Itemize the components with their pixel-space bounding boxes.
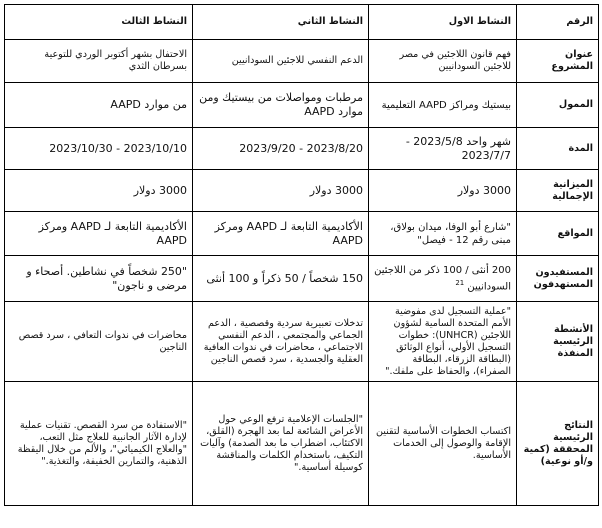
cell-activity-1: 3000 دولار: [369, 170, 517, 212]
cell-activity-2: الأكاديمية التابعة لـ AAPD ومركز AAPD: [193, 212, 369, 256]
activities-table: [4, 4, 599, 506]
row-label: المستفيدون المستهدفون: [517, 256, 599, 302]
document-page: [4, 4, 599, 506]
row-label: الميزانية الإجمالية: [517, 170, 599, 212]
row-funder: [5, 83, 599, 128]
cell-activity-1: "شارع أبو الوفا، ميدان بولاق، مبنى رقم 12 - فيصل": [369, 212, 517, 256]
header-activity-2: النشاط الثاني: [193, 5, 369, 40]
cell-activity-2: مرطبات ومواصلات من بيستيك ومن موارد AAPD: [193, 83, 369, 128]
cell-activity-2: 3000 دولار: [193, 170, 369, 212]
row-label: النتائج الرئيسية المحققة (كمية و/أو نوعية): [517, 382, 599, 506]
row-main-results: [5, 382, 599, 506]
cell-activity-2: 150 شخصاً / 50 ذكراً و 100 أنثى: [193, 256, 369, 302]
row-project-title: [5, 40, 599, 83]
cell-activity-1: بيستيك ومراكز AAPD التعليمية: [369, 83, 517, 128]
cell-activity-3: 3000 دولار: [5, 170, 193, 212]
cell-activity-2: الدعم النفسي للاجئين السودانيين: [193, 40, 369, 83]
row-label: الأنشطة الرئيسية المنفذة: [517, 302, 599, 382]
row-main-activities: [5, 302, 599, 382]
cell-activity-3: محاضرات في ندوات التعافي ، سرد قصص الناجين: [5, 302, 193, 382]
cell-activity-1: فهم قانون اللاجئين في مصر للاجئين السودانيين: [369, 40, 517, 83]
cell-activity-1: [369, 256, 517, 302]
row-budget: [5, 170, 599, 212]
cell-activity-2: 2023/8/20 - 2023/9/20: [193, 128, 369, 170]
header-row: [5, 5, 599, 40]
row-label: المدة: [517, 128, 599, 170]
cell-activity-3: "الاستفادة من سرد القصص. تقنيات عملية لإدارة الآثار الجانبية للعلاج مثل التعب، "والعلاج الكيميائي"، والألم من خلال اليقظة الذهنية، والتمارين الخفيفة، والتغذية.": [5, 382, 193, 506]
row-label: المواقع: [517, 212, 599, 256]
cell-activity-3: من موارد AAPD: [5, 83, 193, 128]
cell-activity-1: اكتساب الخطوات الأساسية لتقنين الإقامة والوصول إلى الخدمات الأساسية.: [369, 382, 517, 506]
cell-activity-3: "250 شخصاً في نشاطين. أصحاء و مرضى و ناجون": [5, 256, 193, 302]
row-beneficiaries: [5, 256, 599, 302]
row-locations: [5, 212, 599, 256]
cell-activity-2: "الجلسات الإعلامية ترفع الوعي حول الأعراض الشائعة لما بعد الهجرة (القلق، الاكتئاب، اضطراب ما بعد الصدمة) وآليات التكيف، باستخدام الكلمات والمناقشة كوسيلة أساسية.": [193, 382, 369, 506]
row-label: الممول: [517, 83, 599, 128]
cell-activity-1: "عملية التسجيل لدى مفوضية الأمم المتحدة السامية لشؤون اللاجئين (UNHCR): خطوات التسجيل الأولي، أنواع الوثائق (البطاقة الزرقاء، البطاقة الصفراء)، والحفاظ على ملفك.": [369, 302, 517, 382]
cell-activity-2: تدخلات تعبيرية سردية وقصصية ، الدعم الجماعي والمجتمعي ، الدعم النفسي الاجتماعي ، محاضرات في ندوات العافية العقلية والجسدية ، سرد قصص الناجين: [193, 302, 369, 382]
cell-activity-3: الأكاديمية التابعة لـ AAPD ومركز AAPD: [5, 212, 193, 256]
row-label: عنوان المشروع: [517, 40, 599, 83]
cell-activity-3: 2023/10/10 - 2023/10/30: [5, 128, 193, 170]
row-duration: [5, 128, 599, 170]
cell-activity-1: شهر واحد 2023/5/8 - 2023/7/7: [369, 128, 517, 170]
cell-activity-3: الاحتفال بشهر أكتوبر الوردي للتوعية بسرطان الثدي: [5, 40, 193, 83]
footnote-marker: 21: [455, 278, 465, 287]
header-activity-3: النشاط الثالث: [5, 5, 193, 40]
header-number: الرقم: [517, 5, 599, 40]
beneficiaries-text: 200 أنثى / 100 ذكر من اللاجئين السودانيين: [374, 264, 511, 293]
header-activity-1: النشاط الاول: [369, 5, 517, 40]
